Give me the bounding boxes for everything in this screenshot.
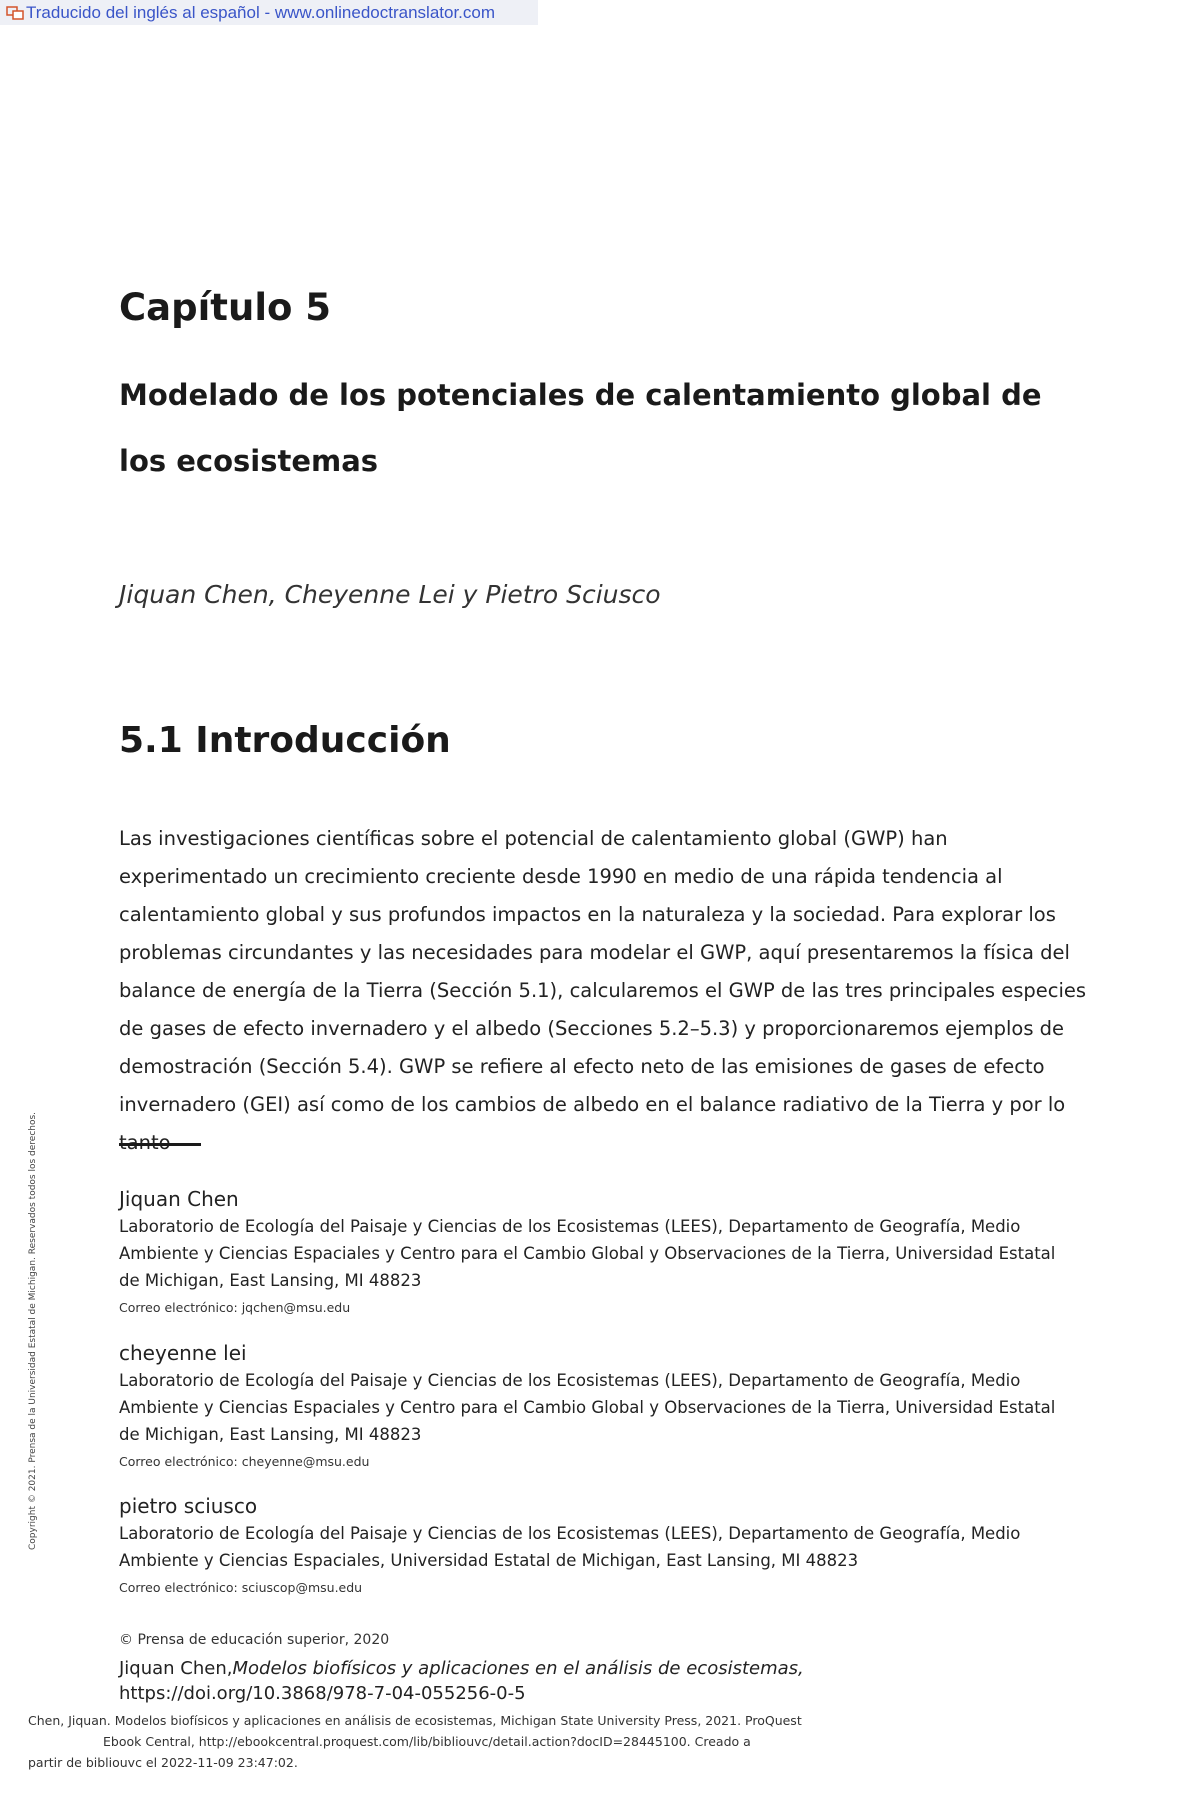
footer-line: partir de bibliouvc el 2022-11-09 23:47:02.	[28, 1755, 298, 1770]
chapter-number: Capítulo 5	[119, 286, 332, 329]
affiliation-lei	[119, 1339, 1079, 1474]
translate-icon	[6, 5, 24, 21]
citation	[119, 1656, 1019, 1706]
affiliation-sciusco	[119, 1492, 1079, 1600]
translation-banner[interactable]	[0, 0, 538, 25]
chapter-authors: Jiquan Chen, Cheyenne Lei y Pietro Sciusco	[119, 580, 661, 609]
publisher-copyright: © Prensa de educación superior, 2020	[119, 1632, 390, 1648]
vertical-copyright: Copyright © 2021. Prensa de la Universidad Estatal de Michigan. Reservados todos los derechos.	[28, 1111, 38, 1550]
citation-book-title: Modelos biofísicos y aplicaciones en el análisis de ecosistemas,	[232, 1658, 804, 1679]
author-email[interactable]: Correo electrónico: sciuscop@msu.edu	[119, 1580, 363, 1595]
author-email[interactable]: Correo electrónico: jqchen@msu.edu	[119, 1300, 351, 1315]
page-footer	[28, 1710, 948, 1773]
section-heading: 5.1 Introducción	[119, 720, 451, 761]
intro-paragraph: Las investigaciones científicas sobre el potencial de calentamiento global (GWP) han experimentado un crecimiento creciente desde 1990 en medio de una rápida tendencia al calentamiento global y sus profundos impactos en la naturaleza y la sociedad. Para explorar los problemas circundantes y las necesidades para modelar el GWP, aquí presentaremos la física del balance de energía de la Tierra (Sección 5.1), calcularemos el GWP de las tres principales especies de gases de efecto invernadero y el albedo (Secciones 5.2–5.3) y proporcionaremos ejemplos de demostración (Sección 5.4). GWP se refiere al efecto neto de las emisiones de gases de efecto invernadero (GEI) así como de los cambios de albedo en el balance radiativo de la Tierra y por lo	[119, 827, 1087, 1116]
footer-line[interactable]: Ebook Central, http://ebookcentral.proquest.com/lib/bibliouvc/detail.action?docID=28445100. Creado a	[103, 1734, 751, 1749]
affiliation-chen	[119, 1185, 1079, 1320]
chapter-title: Modelado de los potenciales de calentamiento global de los ecosistemas	[119, 378, 1042, 478]
footnote-divider	[119, 1143, 201, 1146]
author-institution: Laboratorio de Ecología del Paisaje y Ciencias de los Ecosistemas (LEES), Departamento de Geografía, Medio Ambiente y Ciencias Espaciales y Centro para el Cambio Global y Observaciones de la Tierra, Universidad Estatal de Michigan, East Lansing, MI 48823	[119, 1217, 1056, 1290]
citation-doi-link[interactable]: https://doi.org/10.3868/978-7-04-055256-0-5	[119, 1683, 526, 1704]
author-name: cheyenne lei	[119, 1341, 247, 1365]
author-institution: Laboratorio de Ecología del Paisaje y Ciencias de los Ecosistemas (LEES), Departamento de Geografía, Medio Ambiente y Ciencias Espaciales, Universidad Estatal de Michigan, East Lansing, MI 48823	[119, 1524, 1021, 1570]
footer-line: Chen, Jiquan. Modelos biofísicos y aplicaciones en análisis de ecosistemas, Michigan State University Press, 2021. ProQuest	[28, 1713, 802, 1728]
author-institution: Laboratorio de Ecología del Paisaje y Ciencias de los Ecosistemas (LEES), Departamento de Geografía, Medio Ambiente y Ciencias Espaciales y Centro para el Cambio Global y Observaciones de la Tierra, Universidad Estatal de Michigan, East Lansing, MI 48823	[119, 1371, 1056, 1444]
author-name: pietro sciusco	[119, 1494, 258, 1518]
author-email[interactable]: Correo electrónico: cheyenne@msu.edu	[119, 1454, 370, 1469]
author-name: Jiquan Chen	[119, 1187, 239, 1211]
banner-text: Traducido del inglés al español - www.onlinedoctranslator.com	[26, 2, 496, 22]
citation-author: Jiquan Chen,	[119, 1658, 233, 1679]
